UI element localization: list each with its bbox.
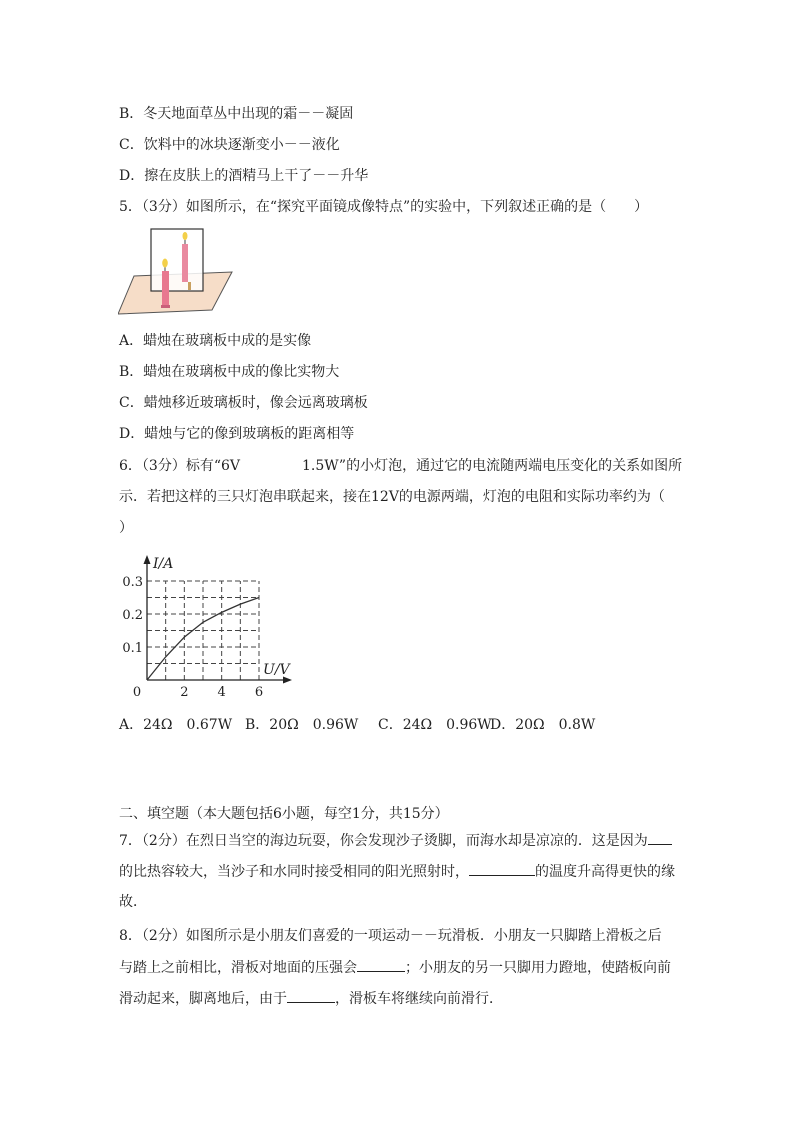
q6-option-b: B．20Ω 0.96W [245, 717, 359, 733]
q5-option-b: B．蜡烛在玻璃板中成的像比实物大 [119, 364, 340, 380]
q7-blank1[interactable] [648, 830, 672, 845]
mirror-candle-figure [118, 226, 234, 316]
q6-stem-line1 [119, 456, 682, 476]
q6-option-a: A．24Ω 0.67W [119, 717, 233, 733]
q7-line1 [119, 830, 672, 851]
q8-text3b: ，滑板车将继续向前滑行． [335, 991, 503, 1007]
y-axis-label: I/A [153, 556, 174, 572]
q7-line2 [119, 861, 675, 882]
q6-stem-line3: ） [119, 520, 133, 536]
y-tick-label: 0.3 [122, 575, 143, 590]
q7-line3: 故． [119, 894, 147, 910]
q7-text1: 7．（2分）在烈日当空的海边玩耍，你会发现沙子烫脚，而海水却是凉凉的．这是因为 [119, 833, 648, 849]
q8-line2 [119, 957, 671, 978]
q8-text3a: 滑动起来，脚离地后，由于 [119, 991, 287, 1007]
q5-option-a: A．蜡烛在玻璃板中成的是实像 [119, 333, 312, 349]
x-tick-label: 4 [217, 685, 226, 698]
q8-text2b: ；小朋友的另一只脚用力蹬地，使踏板向前 [405, 960, 671, 976]
y-axis-arrow [144, 555, 151, 564]
q8-line3 [119, 988, 503, 1009]
q8-blank1[interactable] [357, 957, 405, 972]
q5-option-d: D．蜡烛与它的像到玻璃板的距离相等 [119, 426, 355, 442]
q7-text2b: 的温度升高得更快的缘 [535, 864, 675, 880]
x-tick-label: 6 [254, 685, 264, 698]
q5-stem: 5．（3分）如图所示，在“探究平面镜成像特点”的实验中，下列叙述正确的是（ ） [119, 199, 649, 215]
q8-blank2[interactable] [287, 988, 335, 1003]
iu-graph [118, 548, 298, 698]
y-tick-label: 0.1 [122, 641, 143, 656]
q8-text2a: 与踏上之前相比，滑板对地面的压强会 [119, 960, 357, 976]
q6-stem-line2: 示．若把这样的三只灯泡串联起来，接在12V的电源两端，灯泡的电阻和实际功率约为（ [119, 489, 665, 505]
x-axis-label: U/V [263, 662, 290, 678]
section-title: 二、填空题（本大题包括6小题，每空1分，共15分） [119, 806, 449, 822]
origin-label: 0 [132, 685, 142, 698]
q6-stem-part1: 6．（3分）标有“6V [119, 458, 240, 474]
q7-text2a: 的比热容较大，当沙子和水同时接受相同的阳光照射时， [119, 864, 469, 880]
q7-blank2[interactable] [469, 861, 535, 876]
q4-option-d: D．擦在皮肤上的酒精马上干了－－升华 [119, 168, 369, 184]
q6-options [119, 715, 595, 735]
q6-option-d: D．20Ω 0.8W [490, 717, 596, 733]
y-tick-label: 0.2 [122, 608, 143, 623]
q6-stem-part2: 1.5W”的小灯泡，通过它的电流随两端电压变化的关系如图所 [302, 458, 683, 474]
q6-option-c: C．24Ω 0.96W [378, 717, 492, 733]
q5-option-c: C．蜡烛移近玻璃板时，像会远离玻璃板 [119, 395, 368, 411]
q4-option-b: B．冬天地面草丛中出现的霜－－凝固 [119, 106, 354, 122]
q8-line1: 8．（2分）如图所示是小朋友们喜爱的一项运动－－玩滑板．小朋友一只脚踏上滑板之后 [119, 928, 662, 944]
x-tick-label: 2 [180, 685, 189, 698]
q4-option-c: C．饮料中的冰块逐渐变小－－液化 [119, 137, 340, 153]
